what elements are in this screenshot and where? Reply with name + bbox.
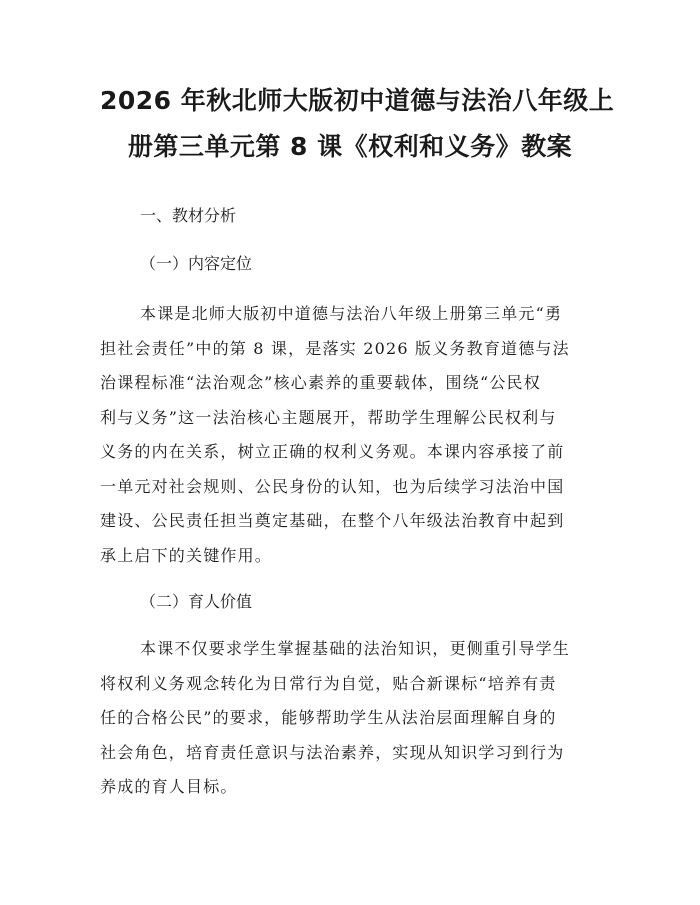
paragraph-line: 一单元对社会规则、公民身份的认知，也为后续学习法治中国 (100, 476, 565, 496)
paragraph-line: 任的合格公民”的要求，能够帮助学生从法治层面理解自身的 (100, 708, 557, 727)
paragraph-line: 义务的内在关系，树立正确的权利义务观。本课内容承接了前 (100, 442, 565, 461)
section-heading: 一、教材分析 (140, 206, 237, 225)
subsection-heading-educational-value: （二）育人价值 (140, 592, 253, 611)
paragraph-line: 承上启下的关键作用。 (100, 545, 273, 565)
title-line: 2026 年秋北师大版初中道德与法治八年级上 (100, 86, 615, 115)
paragraph-line: 本课是北师大版初中道德与法治八年级上册第三单元“勇 (140, 304, 563, 323)
paragraph-educational-value (100, 632, 600, 805)
paragraph-line: 担社会责任”中的第 8 课，是落实 2026 版义务教育道德与法 (100, 338, 570, 358)
document-title (100, 78, 615, 170)
paragraph-line: 利与义务”这一法治核心主题展开，帮助学生理解公民权利与 (100, 407, 557, 427)
paragraph-line: 治课程标准“法治观念”核心素养的重要载体，围绕“公民权 (100, 373, 541, 392)
paragraph-content-positioning (100, 297, 600, 573)
paragraph-line: 社会角色，培育责任意识与法治素养，实现从知识学习到行为 (100, 742, 565, 762)
paragraph-line: 养成的育人目标。 (100, 777, 238, 796)
paragraph-line: 建设、公民责任担当奠定基础，在整个八年级法治教育中起到 (100, 511, 565, 530)
paragraph-line: 本课不仅要求学生掌握基础的法治知识，更侧重引导学生 (140, 639, 571, 658)
title-line: 册第三单元第 8 课《权利和义务》教案 (127, 132, 573, 161)
paragraph-line: 将权利义务观念转化为日常行为自觉，贴合新课标“培养有责 (100, 673, 557, 693)
subsection-heading-content-positioning: （一）内容定位 (140, 254, 253, 273)
